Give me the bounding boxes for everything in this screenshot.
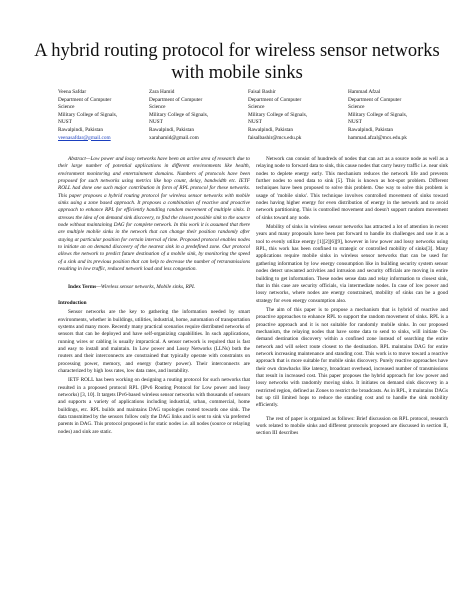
author-institution: NUST (248, 119, 262, 126)
author-city: Rawalpindi, Pakistan (149, 126, 195, 133)
author-dept: Science (58, 104, 75, 111)
author-institution: Military College of Signals, (248, 111, 308, 118)
body-paragraph: IETF ROLL has been working on designing a routing protocol for such networks that resulted in a proposed protocol RPL (IPv6 Routing Protocol for Low power and lossy networks) [3, 10]. It targets IPv6-based wireless sensor networks with thousands of sensors and supports a variety of applications including industrial, urban, commercial, home buildings, etc. RPL builds and maintains DAG topologies rooted towards one sink. The data transmitted by the sensors follow only the DAG links and is sent to sink via preferred parents in DAG. This protocol proposed is for static nodes i.e. all nodes (source or relaying nodes) and sink are static. (58, 377, 250, 435)
body-paragraph: The aim of this paper is to propose a mechanism that is hybrid of reactive and proactive approaches to enhance RPL to support the random movement of sinks. RPL is a proactive approach and it is not suitable for randomly mobile sinks. In our proposed mechanism, the relaying nodes that have some data to send to sinks, will initiate On-demand destination discovery within a confined zone instead of searching the entire network and will select route closest to the destination. RPL maintains DAG for entire network increasing maintenance and standing cost. This work is to move toward a reactive approach that is more suitable for mobile sinks discovery. Purely reactive approaches have their own drawbacks like latency, broadcast overhead, increased number of transmissions that result in increased cost. This paper proposes the hybrid approach for low power and lossy networks with randomly moving sinks. It initiates on demand sink discovery in a restricted region, defined as Zones to restrict the broadcasts. As in RPL, it maintains DAGs but up till limited hops to reduce the standing cost and to handle the sink mobility efficiently. (256, 306, 448, 409)
author-institution: Military College of Signals, (58, 111, 118, 118)
author-city: Rawalpindi, Pakistan (58, 126, 104, 133)
author-dept: Department of Computer (248, 96, 302, 103)
author-institution: NUST (149, 119, 163, 126)
index-terms-text: —Wireless sensor networks, Mobile sinks, RPL (96, 283, 195, 290)
abstract (58, 156, 250, 274)
author-institution: NUST (348, 119, 362, 126)
author-email: hammad.afzal@mcs.edu.pk (348, 134, 407, 141)
body-paragraph: Network can consist of hundreds of nodes that can act as a source node as well as a relaying node to forward data to sink, this cause nodes that carry heavy traffic i.e. near sink nodes to deplete energy early. This mechanism reduces the network life and prevents further nodes to send data to sink [5]. This is known as hot-spot problem. Different techniques have been proposed to solve this problem. One way to solve this problem is usage of 'mobile sinks'. This technique involves controlled movement of sinks toward nodes having higher energy for even distribution of energy in the network and to avoid network partitioning. This is controlled movement and doesn't support random movement of sinks toward any node. (256, 156, 448, 221)
body-paragraph: The rest of paper is organized as follows: Brief discussion on RPL protocol, research work related to mobile sinks and different protocols proposed are discussed in section II, section III describes (256, 415, 448, 437)
author-block (58, 89, 458, 153)
index-terms (58, 284, 250, 291)
author-4 (348, 89, 438, 142)
author-dept: Department of Computer (58, 96, 112, 103)
author-name: Zara Hamid (149, 89, 175, 95)
author-institution: Military College of Signals, (348, 111, 408, 118)
author-name: Veena Safdar (58, 89, 87, 95)
author-dept: Science (248, 104, 265, 111)
author-dept: Department of Computer (348, 96, 402, 103)
left-column (58, 156, 250, 438)
author-name: Hammad Afzal (348, 89, 381, 95)
body-paragraph: Sensor networks are the key to gathering the information needed by smart environments, whether in buildings, utilities, industrial, home, automation of transportation systems and many more. Recently many practical scenarios require distributed networks of sensors that can be deployed and have self-organizing capabilities. In such applications, running wires or cabling is usually impractical. A sensor network is required that is fast and easy to install and maintain. In Low power and Lossy Networks (LLNs) both the routers and their interconnects are constrained that typically operate with constraints on processing power, memory, and energy (battery power). Their interconnects are characterized by high loss rates, low data rates, and instability. (58, 309, 250, 374)
section-heading: Introduction (58, 299, 87, 306)
author-city: Rawalpindi, Pakistan (348, 126, 394, 133)
author-3 (248, 89, 338, 142)
abstract-label: Abstract— (68, 156, 91, 162)
paper-title: A hybrid routing protocol for wireless sensor networks with mobile sinks (34, 41, 440, 83)
body-paragraph: Mobility of sinks in wireless sensor networks has attracted a lot of attention in recent years and many proposals have been put forward to handle its challenges and use it as a tool to evenly utilize energy [1][2][6][9], however in low power and lossy networks using RPL, this work has been confined to strategic or controlled mobility of sinks[3]. Many applications require mobile sinks in wireless sensor networks that can be used for gathering information by low energy consumption like in building security system sensor nodes detect unwanted activities and intrusion and security officials are moving in entire building to get information. These nodes sense data and relay information to closest sink, that in this case are security officials, via intermediate nodes. In case of low power and lossy networks, where nodes are energy constrained, mobility of sinks can be a good strategy for even energy consumption also. (256, 224, 448, 304)
author-institution: Military College of Signals, (149, 111, 209, 118)
index-terms-label: Index Terms (68, 283, 97, 290)
author-dept: Science (149, 104, 166, 111)
author-email: xarahamid@gmail.com (149, 134, 199, 141)
author-dept: Department of Computer (149, 96, 203, 103)
author-email: faisalbashir@mcs.edu.pk (248, 134, 302, 141)
author-name: Faisal Bashir (248, 89, 276, 95)
author-email-link[interactable]: veenasafdar@gmail.com (58, 134, 111, 141)
author-2 (149, 89, 239, 142)
abstract-text: Low power and lossy networks have been an active area of research due to their large number of potential applications in different environments like health, environment monitoring and entertainment domains. Numbers of protocols have been proposed for such networks using metrics like hop count, delay, bandwidth etc. IETF ROLL had done one such major contribution in form of RPL protocol for these networks. This paper proposes a hybrid routing protocol for wireless sensor networks with mobile sinks using a zone based approach. It proposes a combination of reactive and proactive approach to enhance RPL for efficiently handling random movement of multiple sinks. It stresses the idea of on demand sink discovery, to find the closest possible sink to the source node without maintaining DAG for complete network. In this work it is assumed that there are multiple mobile sinks in the network that can change their position randomly after staying at particular position for certain interval of time. Proposed protocol enables nodes to initiate an on demand discovery of the nearest sink in a predefined zone. Our protocol allows the network to predict future destination of a mobile sink, by monitoring the speed of a sink and its previous position that can help to decrease the number of retransmissions resulting in low traffic, reduced network load and less congestion. (58, 156, 250, 273)
author-city: Rawalpindi, Pakistan (248, 126, 294, 133)
right-column (256, 156, 448, 440)
author-institution: NUST (58, 119, 72, 126)
author-dept: Science (348, 104, 365, 111)
author-1 (58, 89, 148, 142)
